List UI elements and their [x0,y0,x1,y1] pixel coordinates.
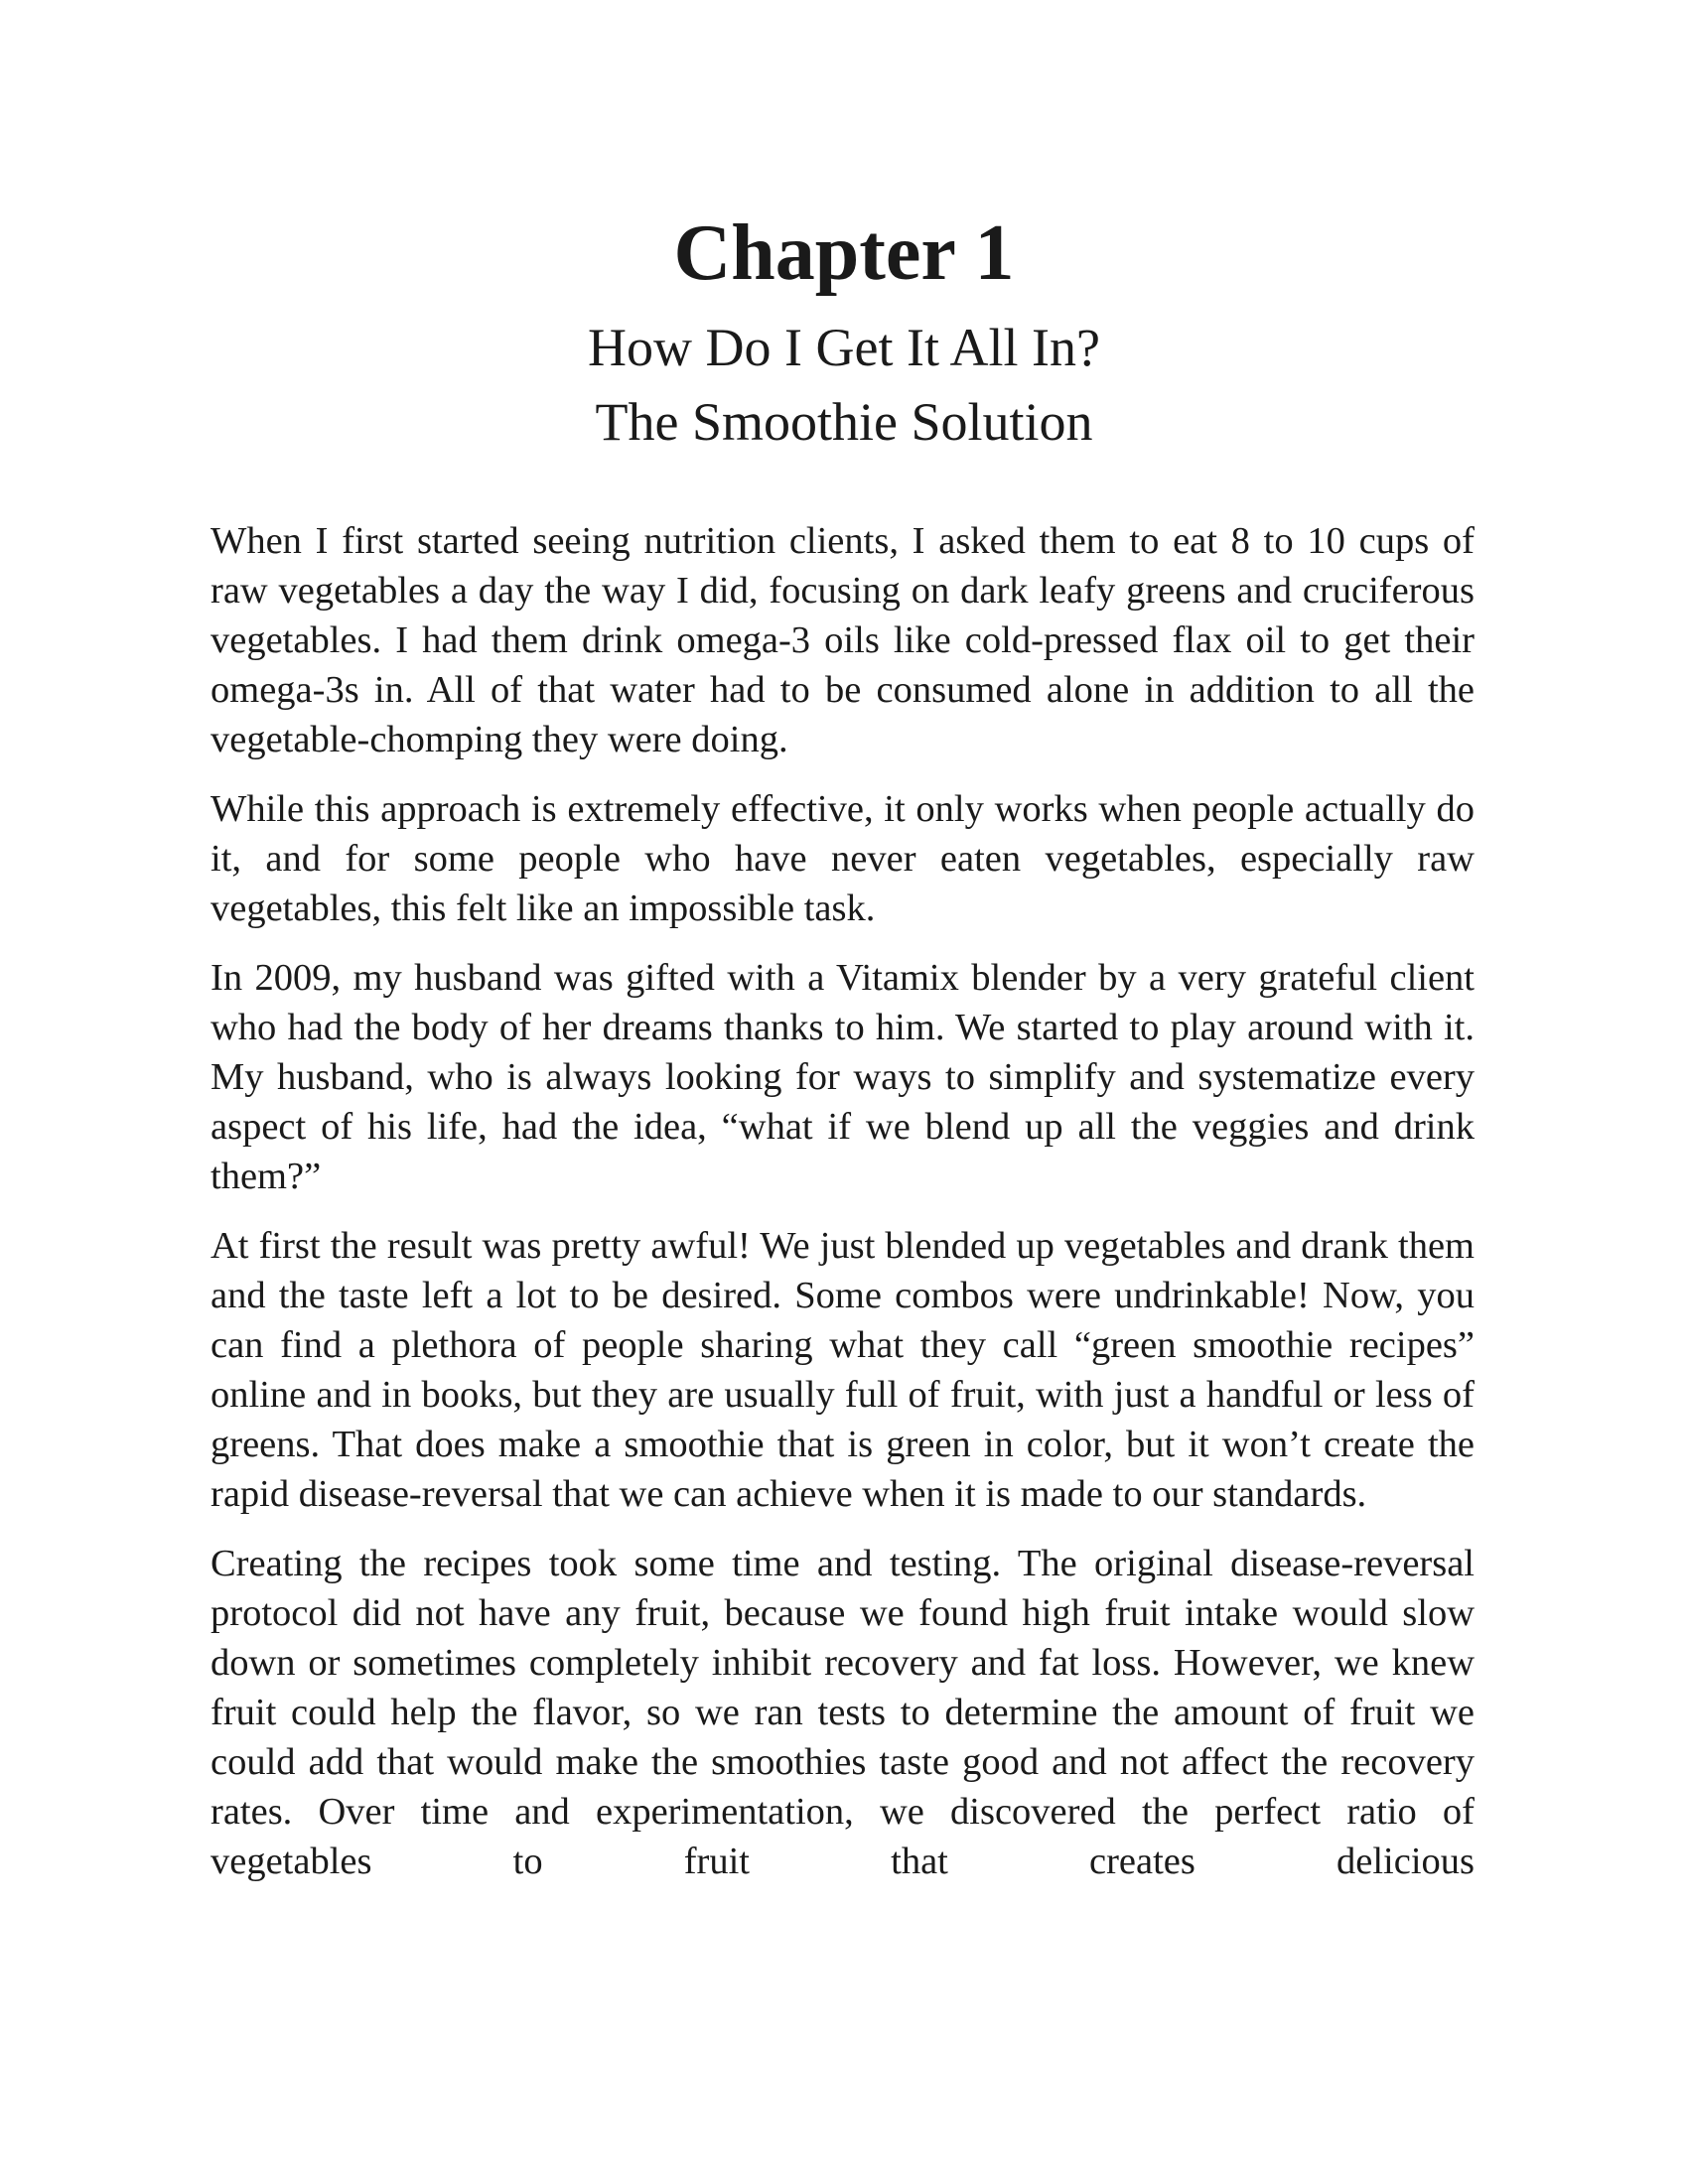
chapter-subtitle-line-2: The Smoothie Solution [595,392,1093,452]
paragraph-3: In 2009, my husband was gifted with a Vitamix blender by a very grateful client who had the body of her dreams thanks to him. We started to play around with it. My husband, who is always looking for ways to simplify and systematize every aspect of his life, had the idea, “what if we blend up all the veggies and drink them?” [211,957,1475,1197]
paragraph-2: While this approach is extremely effective, it only works when people actually do it, and for some people who have never eaten vegetables, especially raw vegetables, this felt like an impossible task. [211,788,1475,929]
paragraph-5: Creating the recipes took some time and testing. The original disease-reversal protocol did not have any fruit, because we found high fruit intake would slow down or sometimes completely inhibit recovery and fat loss. However, we knew fruit could help the flavor, so we ran tests to determine the amount of fruit we could add that would make the smoothies taste good and not affect the recovery rates. Over time and experimentation, we discovered the perfect ratio of vegetables to fruit that creates delicious [211,1543,1475,1882]
body-text [211,516,1475,1906]
chapter-title: Chapter 1 [673,209,1015,297]
paragraph-1: When I first started seeing nutrition clients, I asked them to eat 8 to 10 cups of raw vegetables a day the way I did, focusing on dark leafy greens and cruciferous vegetables. I had them drink omega-3 oils like cold-pressed flax oil to get their omega-3s in. All of that water had to be consumed alone in addition to all the vegetable-chomping they were doing. [211,520,1475,760]
paragraph-4: At first the result was pretty awful! We just blended up vegetables and drank them and the taste left a lot to be desired. Some combos were undrinkable! Now, you can find a plethora of people sharing what they call “green smoothie recipes” online and in books, but they are usually full of fruit, with just a handful or less of greens. That does make a smoothie that is green in color, but it won’t create the rapid disease-reversal that we can achieve when it is made to our standards. [211,1225,1475,1515]
chapter-subtitle-line-1: How Do I Get It All In? [588,318,1100,377]
